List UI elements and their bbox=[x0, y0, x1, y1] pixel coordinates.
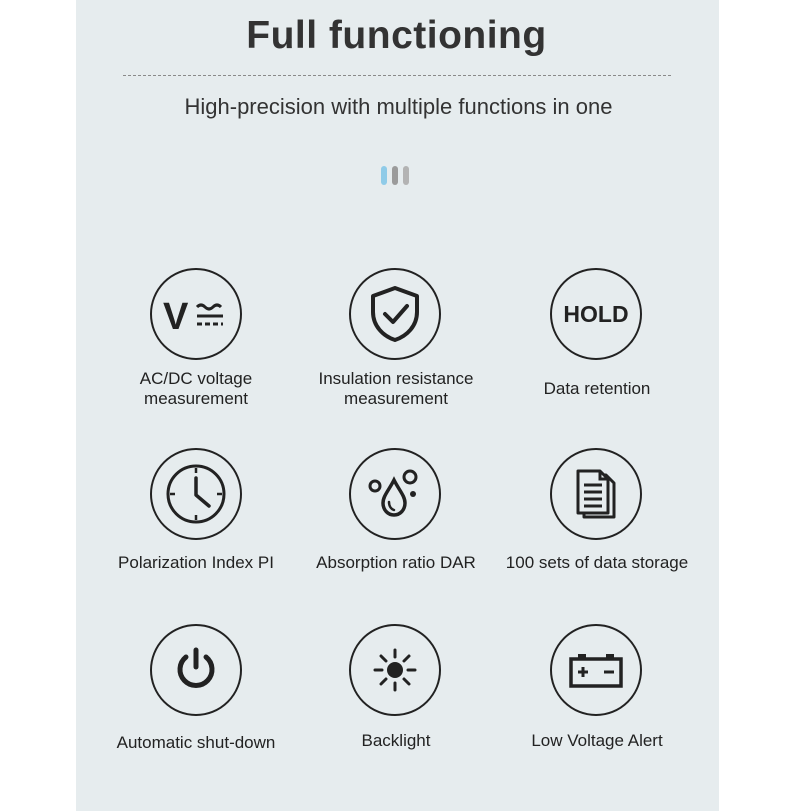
voltage-ac-dc-icon bbox=[161, 289, 231, 339]
feature-label-insulation: Insulation resistance measurement bbox=[318, 369, 474, 408]
svg-text:V: V bbox=[163, 296, 189, 338]
page-subtitle: High-precision with multiple functions in one bbox=[184, 94, 613, 119]
low-voltage-circle bbox=[550, 624, 642, 716]
battery-icon bbox=[568, 650, 624, 690]
clock-icon bbox=[164, 462, 228, 526]
voltage-circle bbox=[150, 268, 242, 360]
power-icon bbox=[174, 647, 218, 693]
feature-label-data-retention: Data retention bbox=[543, 379, 651, 398]
indicator-dot-2 bbox=[392, 166, 398, 185]
storage-circle bbox=[550, 448, 642, 540]
feature-label-storage: 100 sets of data storage bbox=[505, 553, 689, 572]
document-icon bbox=[572, 467, 620, 521]
sun-icon bbox=[371, 646, 419, 694]
feature-label-ac-dc: AC/DC voltage measurement bbox=[139, 369, 253, 408]
indicator-dot-3 bbox=[403, 166, 409, 185]
hold-icon: HOLD bbox=[563, 300, 629, 327]
backlight-circle bbox=[349, 624, 441, 716]
insulation-circle bbox=[349, 268, 441, 360]
feature-label-dar: Absorption ratio DAR bbox=[316, 553, 476, 572]
page-title: Full functioning bbox=[246, 14, 547, 57]
pi-circle bbox=[150, 448, 242, 540]
hold-circle bbox=[550, 268, 642, 360]
feature-label-low-voltage: Low Voltage Alert bbox=[531, 731, 663, 750]
shield-check-icon bbox=[368, 285, 422, 343]
indicator-dot-1 bbox=[381, 166, 387, 185]
feature-label-shutdown: Automatic shut-down bbox=[116, 733, 276, 752]
feature-label-backlight: Backlight bbox=[361, 731, 431, 750]
feature-label-pi: Polarization Index PI bbox=[118, 553, 274, 572]
dashed-divider bbox=[123, 75, 671, 76]
dar-circle bbox=[349, 448, 441, 540]
droplets-icon bbox=[365, 466, 425, 522]
shutdown-circle bbox=[150, 624, 242, 716]
